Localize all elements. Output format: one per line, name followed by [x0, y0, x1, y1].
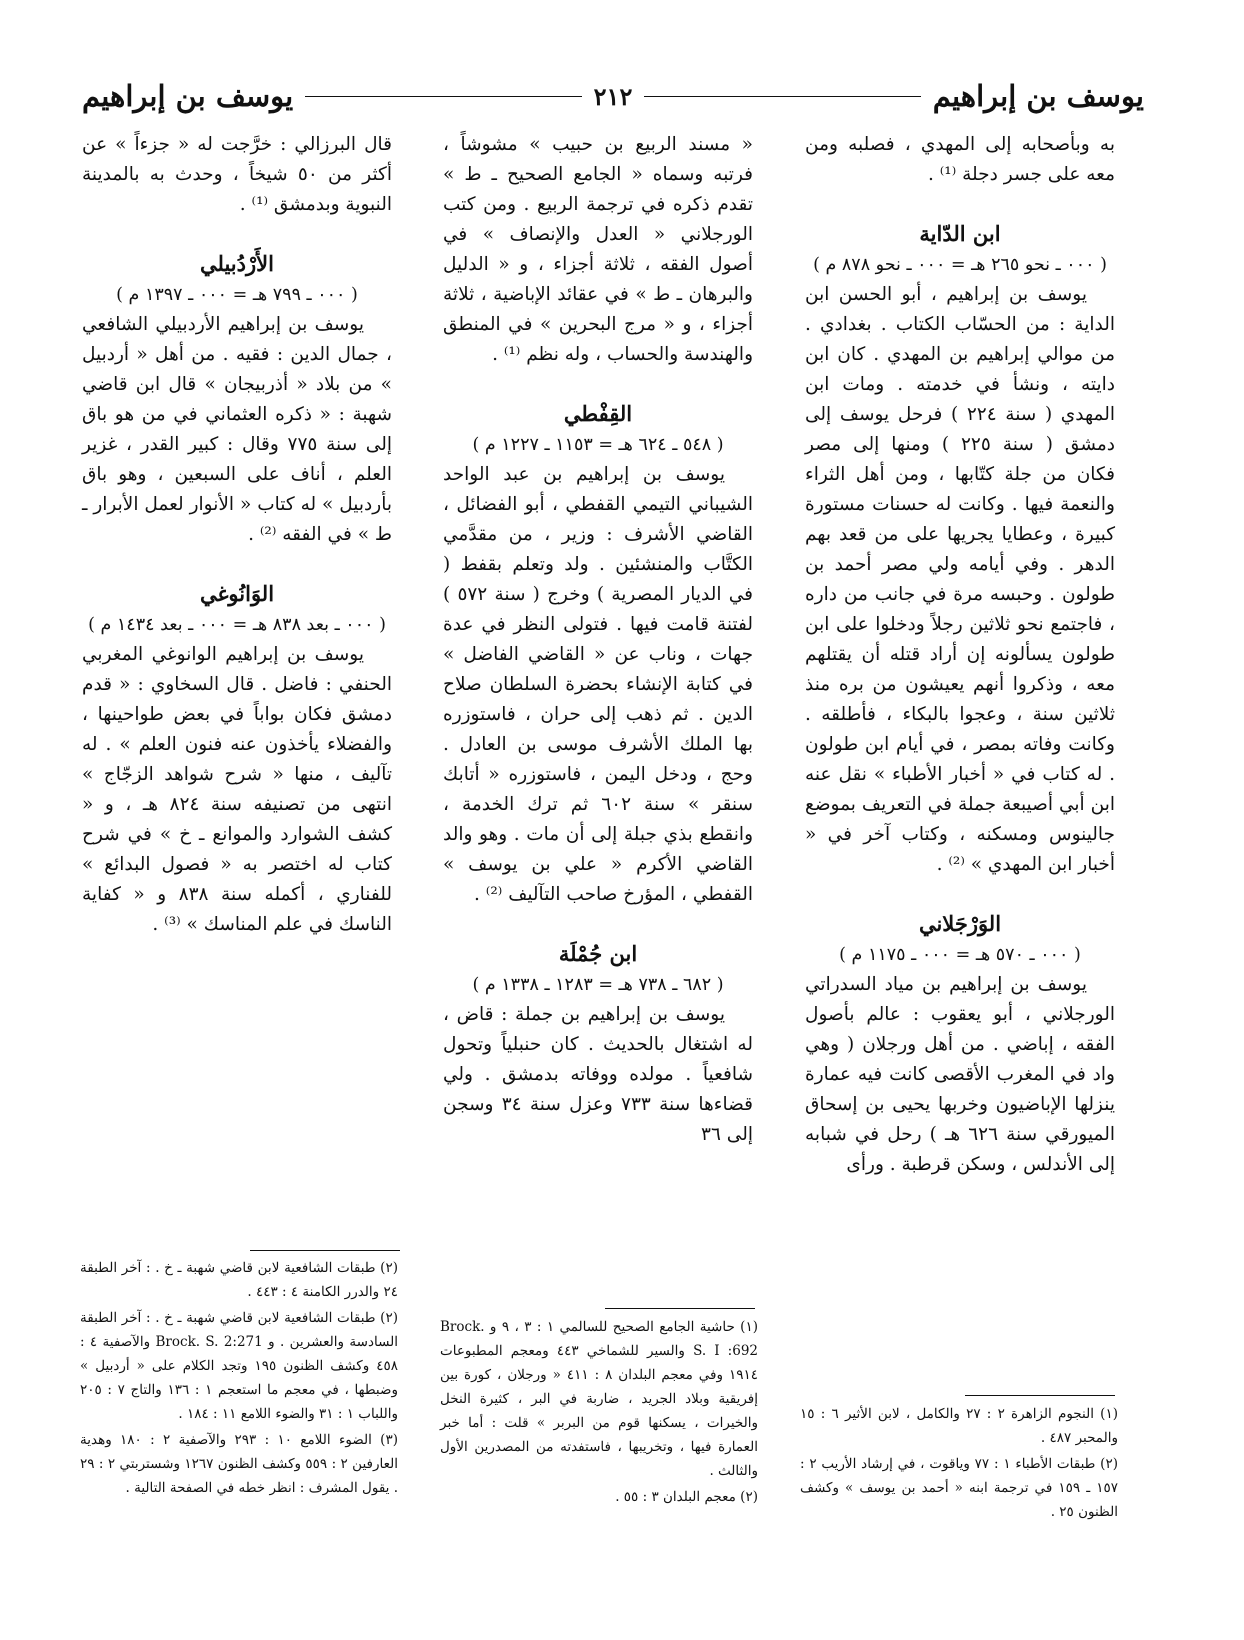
continuation-text: قال البرزالي : خرَّجت له « جزءاً » عن أكثر من ٥٠ شيخاً ، وحدث به بالمدينة النبوية وبدمشق ⁽¹⁾ .: [82, 134, 392, 215]
footnote: (٢) معجم البلدان ٣ : ٥٥ .: [615, 1489, 758, 1505]
entry-al-ardabili: [82, 248, 392, 550]
column-left: [82, 130, 392, 940]
entry-body: يوسف بن إبراهيم بن عبد الواحد الشيباني التيمي القفطي ، أبو الفضائل ، القاضي الأشرف : وزير ، من مقدَّمي الكتَّاب والمنشئين . ولد وتعلم بقفط ( في الديار المصرية ) وخرج ( سنة ٥٧٢ ) لفتنة قامت فيها . فتولى النظر في عدة جهات ، وناب عن « القاضي الفاضل » في كتابة الإنشاء بحضرة السلطان صلاح الدين . ثم ذهب إلى حران ، فاستوزره بها الملك الأشرف موسى بن العادل . وحج ، ودخل اليمن ، فاستوزره « أتابك سنقر » سنة ٦٠٢ ثم ترك الخدمة ، وانقطع بذي جبلة إلى أن مات . وهو والد القاضي الأكرم « علي بن يوسف » القفطي ، المؤرخ صاحب التآليف ⁽²⁾ .: [443, 464, 753, 905]
footnotes-left: [80, 1256, 398, 1502]
column-middle: [443, 130, 753, 1150]
footnote: (٣) الضوء اللامع ١٠ : ٢٩٣ والآصفية ٢ : ١٨٠ وهدية العارفين ٢ : ٥٥٩ وكشف الظنون ١٢٦٧ وشستربتي ٢ : ٢٩ . يقول المشرف : انظر خطه في الصفحة التالية .: [80, 1432, 398, 1496]
entry-body: يوسف بن إبراهيم الأردبيلي الشافعي ، جمال الدين : فقيه . من أهل « أردبيل » من بلاد « أذربيجان » قال ابن قاضي شهبة : « ذكره العثماني في من هو باق إلى سنة ٧٧٥ وقال : كبير القدر ، غزير العلم ، أناف على السبعين ، وهو باق بأردبيل » له كتاب « الأنوار لعمل الأبرار ـ ط » في الفقه ⁽²⁾ .: [82, 314, 392, 545]
entry-title: ابن الدّاية: [919, 221, 1001, 246]
entry-title: الوَرْجَلاني: [918, 911, 1002, 936]
entry-body: يوسف بن إبراهيم الوانوغي المغربي الحنفي : فاضل . قال السخاوي : « قدم دمشق فكان بواباً في بعض طواحينها ، والفضلاء يأخذون عنه فنون العلم » . له تآليف ، منها « شرح شواهد الزجّاج » انتهى من تصنيفه سنة ٨٢٤ هـ ، و « كشف الشوارد والموانع ـ خ » في شرح كتاب له اختصر به « فصول البدائع » للفناري ، أكمله سنة ٨٣٨ و « كفاية الناسك في علم المناسك » ⁽³⁾ .: [82, 644, 393, 935]
footnote: (١) النجوم الزاهرة ٢ : ٢٧ والكامل ، لابن الأثير ٦ : ١٥ والمحبر ٤٨٧ .: [800, 1406, 1118, 1446]
header-rule-left: [305, 96, 581, 97]
footnote: (٢) طبقات الأطباء ١ : ٧٧ وياقوت ، في إرشاد الأريب ٢ : ١٥٧ ـ ١٥٩ في ترجمة ابنه « أحمد بن يوسف » وكشف الظنون ٢٥ .: [800, 1456, 1119, 1520]
footnotes-middle: [440, 1315, 758, 1511]
footnote-rule-left: [250, 1250, 400, 1251]
header-name-right: يوسف بن إبراهيم: [932, 79, 1144, 113]
header-name-left: يوسف بن إبراهيم: [81, 79, 294, 113]
entry-al-warjalani: [805, 908, 1115, 1180]
entry-dates: ( ٥٤٨ ـ ٦٢٤ هـ = ١١٥٣ ـ ١٢٢٧ م ): [472, 435, 724, 455]
entry-al-qifti: [443, 398, 753, 910]
entry-body: يوسف بن إبراهيم بن مياد السدراتي الورجلاني ، أبو يعقوب : عالم بأصول الفقه ، إباضي . من أهل ورجلان ( وهي واد في المغرب الأقصى كانت فيه عمارة ينزلها الإباضيون وخربها يحيى بن إسحاق الميورقي سنة ٦٢٦ هـ ) رحل في شبابه إلى الأندلس ، وسكن قرطبة . ورأى: [805, 974, 1115, 1175]
entry-ibn-jumla: [443, 938, 753, 1150]
entry-al-wanughi: [82, 578, 392, 940]
entry-ibn-al-daya: [805, 218, 1115, 880]
footnotes-right: [800, 1402, 1118, 1526]
entry-dates: ( ٦٨٢ ـ ٧٣٨ هـ = ١٢٨٣ ـ ١٣٣٨ م ): [472, 975, 724, 995]
entry-title: القِفْطي: [563, 401, 633, 426]
footnote-rule-right: [965, 1395, 1115, 1396]
entry-title: الأَرْدُبيلي: [200, 251, 274, 276]
footnote: (١) حاشية الجامع الصحيح للسالمي ١ : ٣ ، ٩ و Brock. S. I :692 والسير للشماخي ٤٤٣ ومعجم المطبوعات ١٩١٤ وفي معجم البلدان ٨ : ٤١١ « ورجلان ، كورة بين إفريقية وبلاد الجريد ، ضاربة في البر ، كثيرة النخل والخيرات ، يسكنها قوم من البربر » قلت : أما خبر العمارة فيها ، وتخريبها ، فاستفدته من المصدرين الأول والثالث .: [440, 1319, 758, 1479]
entry-body: يوسف بن إبراهيم ، أبو الحسن ابن الداية : من الحسّاب الكتاب . بغدادي . من موالي إبراهيم بن المهدي . كان ابن دايته ، ونشأ في خدمته . ومات ابن المهدي ( سنة ٢٢٤ ) فرحل يوسف إلى دمشق ( سنة ٢٢٥ ) ومنها إلى مصر فكان من جلة كتّابها ، ومن أهل الثراء والنعمة فيها . وكانت له حسنات مستورة كبيرة ، وعطايا يجريها على من قعد بهم الدهر . وفي أيامه ولي مصر أحمد بن طولون . وحبسه مرة في جانب من داره ، فاجتمع نحو ثلاثين رجلاً ودخلوا على ابن طولون يسألونه إن أراد قتله أن يقتلهم معه ، وذكروا أنهم يعيشون من بره منذ ثلاثين سنة ، وعجوا بالبكاء ، فأطلقه . وكانت وفاته بمصر ، في أيام ابن طولون . له كتاب في « أخبار الأطباء » نقل عنه ابن أبي أصيبعة جملة في التعريف بموضع جالينوس ومسكنه ، وكتاب آخر في « أخبار ابن المهدي » ⁽²⁾ .: [805, 284, 1115, 875]
entry-dates: ( ٠٠٠ ـ نحو ٢٦٥ هـ = ٠٠٠ ـ نحو ٨٧٨ م ): [813, 255, 1107, 275]
footnote-rule-middle: [605, 1308, 755, 1309]
entry-title: ابن جُمْلَة: [558, 941, 638, 966]
page-number: ٢١٢: [593, 81, 633, 111]
entry-body: يوسف بن إبراهيم بن جملة : قاض ، له اشتغال بالحديث . كان حنبلياً وتحول شافعياً . مولده ووفاته بدمشق . ولي قضاءها سنة ٧٣٣ وعزل سنة ٣٤ وسجن إلى ٣٦: [443, 1004, 753, 1145]
column-right: [805, 130, 1115, 1180]
entry-dates: ( ٠٠٠ ـ ٧٩٩ هـ = ٠٠٠ ـ ١٣٩٧ م ): [116, 285, 358, 305]
header-rule-right: [644, 96, 920, 97]
entry-dates: ( ٠٠٠ ـ بعد ٨٣٨ هـ = ٠٠٠ ـ بعد ١٤٣٤ م ): [88, 615, 386, 635]
footnote: (٢) طبقات الشافعية لابن قاضي شهبة ـ خ . : آخر الطبقة السادسة والعشرين . و Brock. S. 2:271 والآصفية ٤ : ٤٥٨ وكشف الظنون ١٩٥ وتجد الكلام على « أردبيل » وضبطها ، في معجم ما استعجم ١ : ١٣٦ والتاج ٧ : ٢٠٥ واللباب ١ : ٣١ والضوء اللامع ١١ : ١٨٤ .: [80, 1310, 399, 1422]
continuation-text: « مسند الربيع بن حبيب » مشوشاً ، فرتبه وسماه « الجامع الصحيح ـ ط » تقدم ذكره في ترجمة الربيع . ومن كتب الورجلاني « العدل والإنصاف » في أصول الفقه ، ثلاثة أجزاء ، و « الدليل والبرهان ـ ط » في عقائد الإباضية ، ثلاثة أجزاء ، و « مرج البحرين » في المنطق والهندسة والحساب ، وله نظم ⁽¹⁾ .: [443, 134, 753, 365]
footnote: (٢) طبقات الشافعية لابن قاضي شهبة ـ خ . : آخر الطبقة ٢٤ والدرر الكامنة ٤ : ٤٤٣ .: [80, 1260, 398, 1300]
page-header: [82, 78, 1144, 114]
continuation-text: به وبأصحابه إلى المهدي ، فصلبه ومن معه على جسر دجلة ⁽¹⁾ .: [805, 134, 1115, 185]
entry-title: الوَانُوغي: [199, 581, 275, 606]
entry-dates: ( ٠٠٠ ـ ٥٧٠ هـ = ٠٠٠ ـ ١١٧٥ م ): [839, 945, 1081, 965]
